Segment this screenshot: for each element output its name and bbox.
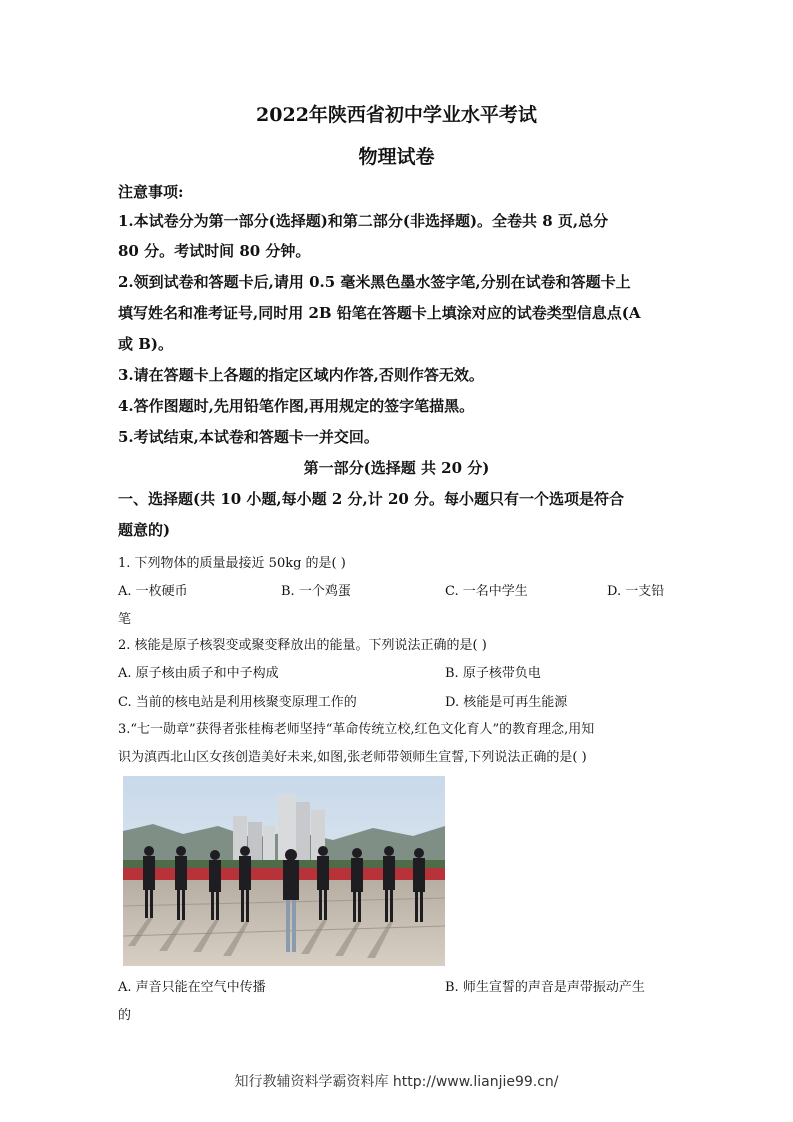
question-2-option-d: D. 核能是可再生能源 [445,695,568,710]
question-1-stem: 1. 下列物体的质量最接近 50kg 的是( ) [118,556,346,571]
question-2-option-a: A. 原子核由质子和中子构成 [118,666,279,681]
question-3-option-b-cont: 的 [118,1008,132,1023]
notice-line: 2.领到试卷和答题卡后,请用 0.5 毫米黑色墨水签字笔,分别在试卷和答题卡上 [118,273,631,291]
question-1-option-a: A. 一枚硬币 [118,584,188,599]
question-3-option-a: A. 声音只能在空气中传播 [118,980,266,995]
question-1-option-d: D. 一支铅 [607,584,665,599]
exam-subtitle: 物理试卷 [358,146,435,168]
question-2-option-b: B. 原子核带负电 [445,666,541,681]
notice-line: 3.请在答题卡上各题的指定区域内作答,否则作答无效。 [118,366,484,384]
notice-line: 1.本试卷分为第一部分(选择题)和第二部分(非选择题)。全卷共 8 页,总分 [118,212,609,230]
section-heading: 一、选择题(共 10 小题,每小题 2 分,计 20 分。每小题只有一个选项是符合 [118,490,625,508]
notice-line: 5.考试结束,本试卷和答题卡一并交回。 [118,428,379,446]
question-1-option-b: B. 一个鸡蛋 [281,584,351,599]
notice-line: 4.答作图题时,先用铅笔作图,再用规定的签字笔描黑。 [118,397,475,415]
notice-heading: 注意事项: [118,183,184,201]
question-1-option-d-cont: 笔 [118,612,132,627]
footer-watermark: 知行教辅资料学霸资料库 http://www.lianjie99.cn/ [234,1074,559,1090]
question-1-option-c: C. 一名中学生 [445,584,528,599]
question-2-option-c: C. 当前的核电站是利用核聚变原理工作的 [118,695,357,710]
oath-photo [123,776,445,966]
question-3-option-b: B. 师生宣誓的声音是声带振动产生 [445,980,645,995]
question-3-stem-cont: 识为滇西北山区女孩创造美好未来,如图,张老师带领师生宣誓,下列说法正确的是( ) [118,750,587,765]
question-2-stem: 2. 核能是原子核裂变或聚变释放出的能量。下列说法正确的是( ) [118,638,487,653]
notice-line: 或 B)。 [118,335,173,353]
notice-line: 80 分。考试时间 80 分钟。 [118,242,311,260]
section-heading-cont: 题意的) [118,521,171,539]
exam-title: 2022年陕西省初中学业水平考试 [256,104,537,126]
question-3-stem: 3.“七一勋章”获得者张桂梅老师坚持“革命传统立校,红色文化育人”的教育理念,用知 [118,722,595,737]
notice-line: 填写姓名和准考证号,同时用 2B 铅笔在答题卡上填涂对应的试卷类型信息点(A [118,304,641,322]
part-one-heading: 第一部分(选择题 共 20 分) [303,459,490,477]
